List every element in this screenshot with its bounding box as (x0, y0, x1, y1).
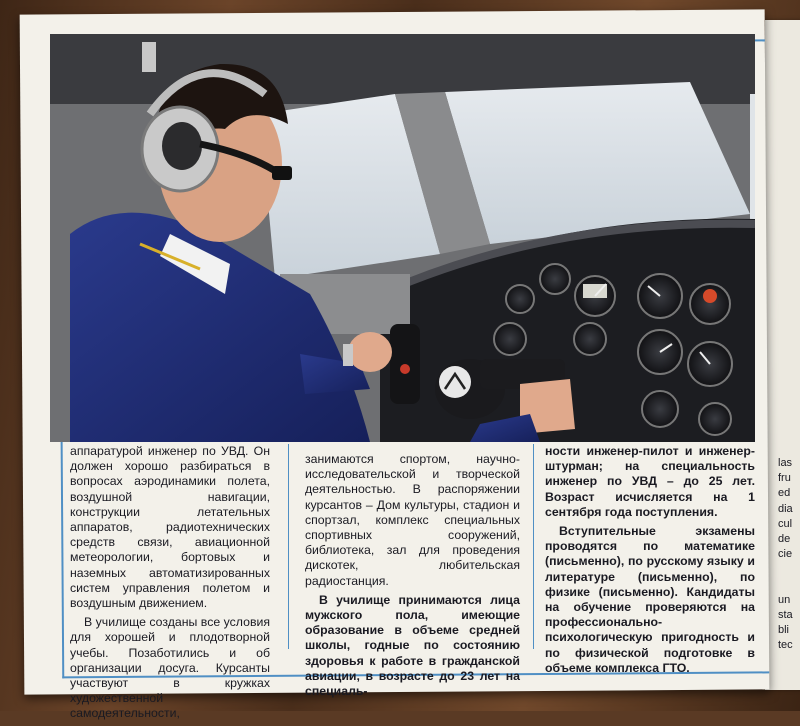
text-columns (60, 444, 755, 721)
fragment-line: cie (778, 548, 793, 561)
fragment-line: sta (778, 609, 793, 622)
fragment-line: fru (778, 472, 791, 485)
text-column-1 (70, 444, 270, 726)
fragment-line: cul (778, 517, 793, 530)
paragraph-bold: ности инженер-пилот и инженер-штурман; на специальность инженер по УВД – до 25 лет. Возраст исчисляется на 1 сентября года поступления. (545, 444, 755, 519)
paragraph-bold: Вступительные экзамены проводятся по математике (письменно), по русскому языку и литературе (письменно), по физике (письменно). Кандидаты на обучение проверяются на профессионально-психологическую пригодность и по физической подготовке в объеме комплекса ГТО. (545, 524, 755, 675)
fragment-line (778, 578, 800, 593)
column-divider (533, 444, 534, 649)
paragraph: аппаратурой инженер по УВД. Он должен хорошо разбираться в вопросах аэродинамики полета, воздушной навигации, конструкции летательных аппаратов, радиотехнических средств связи, авиационной метеорологии, бортовых и наземных автоматизированных систем управления полетом и воздушным движением. (70, 444, 270, 611)
text-column-3 (545, 444, 755, 680)
fragment-line: bli (778, 624, 790, 637)
paragraph-bold: В училище принимаются лица мужского пола, имеющие образование в объеме средней школы, годные по состоянию здоровья к работе в гражданской авиации, в возрасте до 23 лет на специаль- (305, 592, 520, 699)
fragment-line: tec (778, 639, 793, 652)
fragment-line: dia (778, 502, 793, 515)
paragraph: занимаются спортом, научно-исследовательской и творческой деятельностью. В распоряжении курсантов – Дом культуры, стадион и спортзал, комплекс специальных спортивных сооружений, библиотека, зал для проведения дискотек, любительская радиостанция. (305, 452, 520, 588)
fragment-line: un (778, 593, 791, 606)
fragment-line (778, 562, 800, 577)
next-page-text-fragment (778, 456, 800, 654)
text-column-2 (305, 452, 520, 703)
pilot-cockpit-photo (50, 34, 755, 442)
fragment-line: las (778, 457, 793, 469)
fragment-line: de (778, 533, 791, 546)
paragraph: В училище созданы все условия для хорошей и плодотворной учебы. Позаботились и об организации досуга. Курсанты участвуют в кружках художественной самодеятельности, (70, 615, 270, 721)
column-divider (288, 444, 289, 649)
fragment-line: ed (778, 487, 791, 500)
